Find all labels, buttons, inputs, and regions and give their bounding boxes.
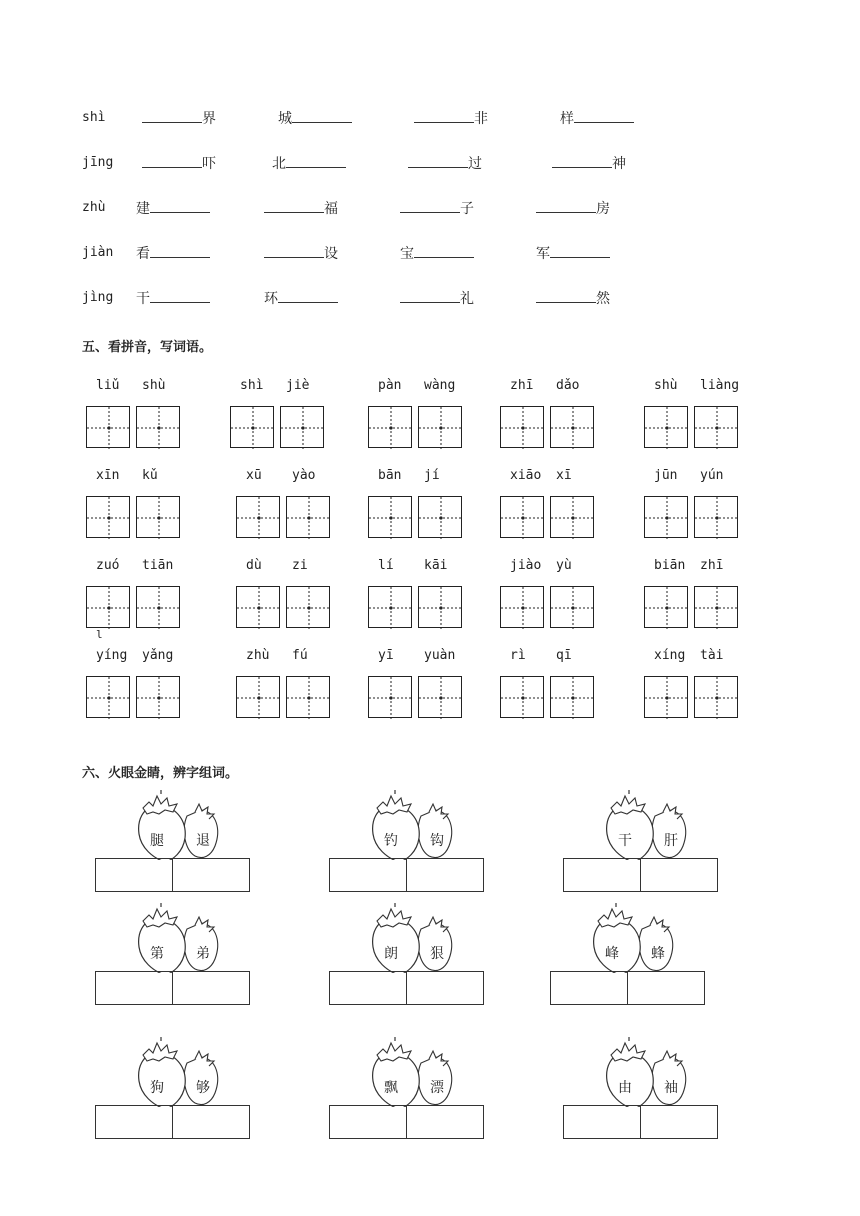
pinyin-word-group	[500, 378, 600, 458]
tianzige-box[interactable]	[694, 676, 738, 718]
word-answer-box[interactable]	[406, 971, 484, 1005]
syllable: lí	[378, 558, 394, 573]
syllable: rì	[510, 648, 526, 663]
strawberry-icon	[359, 903, 459, 973]
strawberry-icon	[580, 903, 680, 973]
word-pinyin	[86, 468, 186, 486]
char-pair-group	[563, 1037, 723, 1147]
word-pinyin	[500, 468, 600, 486]
char-right: 够	[196, 1080, 210, 1096]
word-pinyin	[368, 378, 468, 396]
word-answer-box[interactable]	[95, 858, 173, 892]
char-pair-group	[329, 790, 489, 900]
pinyin-fill-row	[0, 108, 860, 132]
char-left: 峰	[605, 946, 619, 962]
given-char: 北	[272, 156, 286, 172]
row-pinyin: jiàn	[82, 245, 114, 260]
given-char: 城	[278, 111, 292, 127]
word-pinyin	[368, 468, 468, 486]
syllable: zhī	[700, 558, 724, 573]
tianzige-box[interactable]	[368, 586, 412, 628]
fill-item	[272, 153, 346, 173]
given-char: 看	[136, 246, 150, 262]
tianzige-box[interactable]	[550, 586, 594, 628]
pinyin-fill-row	[0, 153, 860, 177]
syllable: yǎng	[142, 648, 174, 663]
syllable: fú	[292, 648, 308, 663]
tianzige-box[interactable]	[500, 586, 544, 628]
syllable: xū	[246, 468, 262, 483]
char-left: 第	[150, 946, 164, 962]
fill-item	[142, 153, 216, 173]
word-pinyin	[644, 648, 744, 666]
given-char: 过	[468, 156, 482, 172]
pinyin-word-group	[236, 648, 336, 728]
word-pinyin	[236, 558, 336, 576]
word-answer-box[interactable]	[406, 858, 484, 892]
char-left: 钓	[384, 833, 398, 849]
fill-item	[400, 243, 474, 263]
tianzige-box[interactable]	[644, 406, 688, 448]
answer-blank[interactable]	[150, 198, 210, 213]
fill-item	[136, 198, 210, 218]
given-char: 样	[560, 111, 574, 127]
word-answer-box[interactable]	[640, 858, 718, 892]
tianzige-box[interactable]	[500, 496, 544, 538]
syllable: zhī	[510, 378, 534, 393]
syllable: xíng	[654, 648, 686, 663]
tianzige-box[interactable]	[286, 676, 330, 718]
word-answer-box[interactable]	[329, 1105, 407, 1139]
strawberry-icon	[359, 790, 459, 860]
fill-item	[136, 288, 210, 308]
syllable: qī	[556, 648, 572, 663]
fill-item	[264, 288, 338, 308]
strawberry-icon	[125, 790, 225, 860]
answer-blank[interactable]	[536, 198, 596, 213]
char-right: 退	[196, 833, 210, 849]
tianzige-box[interactable]	[236, 586, 280, 628]
tianzige-box[interactable]	[286, 586, 330, 628]
word-answer-box[interactable]	[95, 971, 173, 1005]
row-pinyin: shì	[82, 110, 106, 125]
tianzige-box[interactable]	[550, 406, 594, 448]
fill-item	[400, 288, 474, 308]
tianzige-box[interactable]	[418, 406, 462, 448]
tianzige-box[interactable]	[86, 406, 130, 448]
tianzige-box[interactable]	[86, 496, 130, 538]
char-pair-group	[550, 903, 710, 1013]
word-pinyin	[500, 378, 600, 396]
fill-item	[400, 198, 474, 218]
word-pinyin	[368, 558, 468, 576]
pinyin-word-group	[368, 648, 468, 728]
word-answer-box[interactable]	[95, 1105, 173, 1139]
given-char: 吓	[202, 156, 216, 172]
tianzige-box[interactable]	[550, 676, 594, 718]
pinyin-word-group	[236, 468, 336, 548]
given-char: 军	[536, 246, 550, 262]
syllable: bān	[378, 468, 402, 483]
syllable: liǔ	[96, 378, 120, 393]
fill-item	[264, 198, 338, 218]
word-pinyin	[236, 648, 336, 666]
char-pair-group	[95, 1037, 255, 1147]
answer-blank[interactable]	[536, 288, 596, 303]
pinyin-word-group	[86, 468, 186, 548]
word-answer-box[interactable]	[172, 971, 250, 1005]
char-right: 袖	[664, 1080, 678, 1096]
pinyin-word-group	[86, 648, 186, 728]
answer-blank[interactable]	[142, 153, 202, 168]
pinyin-word-group	[644, 558, 744, 638]
syllable: biān	[654, 558, 686, 573]
pinyin-fill-row	[0, 243, 860, 267]
tianzige-box[interactable]	[280, 406, 324, 448]
word-answer-box[interactable]	[563, 858, 641, 892]
syllable: dǎo	[556, 378, 580, 393]
answer-blank[interactable]	[264, 198, 324, 213]
pinyin-word-group	[86, 378, 186, 458]
given-char: 礼	[460, 291, 474, 307]
syllable: zhù	[246, 648, 270, 663]
syllable: pàn	[378, 378, 402, 393]
syllable: jiào	[510, 558, 542, 573]
syllable: yuàn	[424, 648, 456, 663]
answer-blank[interactable]	[574, 108, 634, 123]
tianzige-box[interactable]	[644, 496, 688, 538]
given-char: 设	[324, 246, 338, 262]
answer-blank[interactable]	[286, 153, 346, 168]
row-pinyin: zhù	[82, 200, 106, 215]
answer-blank[interactable]	[264, 243, 324, 258]
word-pinyin	[500, 648, 600, 666]
syllable: tiān	[142, 558, 174, 573]
char-left: 由	[618, 1080, 632, 1096]
fill-item	[414, 108, 488, 128]
given-char: 房	[596, 201, 610, 217]
strawberry-icon	[359, 1037, 459, 1107]
char-left: 飘	[384, 1080, 398, 1096]
given-char: 福	[324, 201, 338, 217]
given-char: 神	[612, 156, 626, 172]
word-answer-box[interactable]	[627, 971, 705, 1005]
section6-title: 六、火眼金睛，辨字组词。	[82, 766, 239, 781]
tianzige-box[interactable]	[694, 406, 738, 448]
syllable: jiè	[286, 378, 310, 393]
stray-mark: l	[96, 628, 103, 641]
answer-blank[interactable]	[292, 108, 352, 123]
tianzige-box[interactable]	[136, 496, 180, 538]
tianzige-box[interactable]	[86, 586, 130, 628]
tianzige-box[interactable]	[136, 586, 180, 628]
word-answer-box[interactable]	[406, 1105, 484, 1139]
tianzige-box[interactable]	[550, 496, 594, 538]
tianzige-box[interactable]	[286, 496, 330, 538]
pinyin-word-group	[86, 558, 186, 638]
answer-blank[interactable]	[150, 243, 210, 258]
answer-blank[interactable]	[414, 243, 474, 258]
given-char: 建	[136, 201, 150, 217]
syllable: yào	[292, 468, 316, 483]
pinyin-word-group	[500, 558, 600, 638]
tianzige-box[interactable]	[368, 676, 412, 718]
answer-blank[interactable]	[400, 288, 460, 303]
strawberry-icon	[593, 790, 693, 860]
syllable: xiāo	[510, 468, 542, 483]
answer-blank[interactable]	[150, 288, 210, 303]
syllable: liàng	[700, 378, 740, 393]
pinyin-word-group	[368, 468, 468, 548]
fill-item	[264, 243, 338, 263]
tianzige-box[interactable]	[136, 676, 180, 718]
char-right: 弟	[196, 946, 210, 962]
given-char: 宝	[400, 246, 414, 262]
word-pinyin	[86, 648, 186, 666]
section5-title: 五、看拼音，写词语。	[82, 340, 213, 355]
syllable: yī	[378, 648, 394, 663]
word-pinyin	[644, 558, 744, 576]
char-left: 干	[618, 833, 632, 849]
fill-item	[136, 243, 210, 263]
fill-item	[278, 108, 352, 128]
tianzige-box[interactable]	[86, 676, 130, 718]
word-answer-box[interactable]	[172, 1105, 250, 1139]
strawberry-icon	[593, 1037, 693, 1107]
fill-item	[536, 288, 610, 308]
char-right: 钩	[430, 833, 444, 849]
answer-blank[interactable]	[552, 153, 612, 168]
strawberry-icon	[125, 1037, 225, 1107]
answer-blank[interactable]	[414, 108, 474, 123]
pinyin-fill-row	[0, 198, 860, 222]
char-pair-group	[563, 790, 723, 900]
fill-item	[536, 198, 610, 218]
pinyin-word-group	[236, 558, 336, 638]
syllable: zi	[292, 558, 308, 573]
given-char: 子	[460, 201, 474, 217]
fill-item	[552, 153, 626, 173]
tianzige-box[interactable]	[236, 676, 280, 718]
char-pair-group	[329, 1037, 489, 1147]
word-pinyin	[86, 378, 186, 396]
fill-item	[408, 153, 482, 173]
char-right: 肝	[664, 833, 678, 849]
syllable: yún	[700, 468, 724, 483]
tianzige-box[interactable]	[418, 676, 462, 718]
pinyin-word-group	[368, 558, 468, 638]
answer-blank[interactable]	[278, 288, 338, 303]
answer-blank[interactable]	[550, 243, 610, 258]
char-left: 狗	[150, 1080, 164, 1096]
tianzige-box[interactable]	[236, 496, 280, 538]
syllable: zuó	[96, 558, 120, 573]
tianzige-box[interactable]	[368, 406, 412, 448]
syllable: xī	[556, 468, 572, 483]
answer-blank[interactable]	[142, 108, 202, 123]
fill-item	[536, 243, 610, 263]
char-pair-group	[95, 790, 255, 900]
pinyin-word-group	[230, 378, 330, 458]
tianzige-box[interactable]	[694, 496, 738, 538]
pinyin-word-group	[644, 468, 744, 548]
given-char: 非	[474, 111, 488, 127]
word-pinyin	[644, 378, 744, 396]
tianzige-box[interactable]	[694, 586, 738, 628]
char-left: 朗	[384, 946, 398, 962]
word-pinyin	[236, 468, 336, 486]
tianzige-box[interactable]	[500, 676, 544, 718]
fill-item	[560, 108, 634, 128]
word-answer-box[interactable]	[172, 858, 250, 892]
syllable: shì	[240, 378, 264, 393]
pinyin-word-group	[644, 378, 744, 458]
given-char: 环	[264, 291, 278, 307]
answer-blank[interactable]	[408, 153, 468, 168]
char-pair-group	[95, 903, 255, 1013]
syllable: yù	[556, 558, 572, 573]
word-pinyin	[230, 378, 330, 396]
word-answer-box[interactable]	[329, 971, 407, 1005]
word-answer-box[interactable]	[329, 858, 407, 892]
word-pinyin	[86, 558, 186, 576]
syllable: xīn	[96, 468, 120, 483]
strawberry-icon	[125, 903, 225, 973]
word-answer-box[interactable]	[563, 1105, 641, 1139]
tianzige-box[interactable]	[368, 496, 412, 538]
tianzige-box[interactable]	[418, 496, 462, 538]
char-left: 腿	[150, 833, 164, 849]
row-pinyin: jīng	[82, 155, 114, 170]
tianzige-box[interactable]	[230, 406, 274, 448]
syllable: kǔ	[142, 468, 158, 483]
pinyin-word-group	[500, 468, 600, 548]
char-pair-group	[329, 903, 489, 1013]
pinyin-fill-row	[0, 288, 860, 312]
tianzige-box[interactable]	[136, 406, 180, 448]
tianzige-box[interactable]	[418, 586, 462, 628]
char-right: 狠	[430, 946, 444, 962]
row-pinyin: jìng	[82, 290, 114, 305]
syllable: yíng	[96, 648, 128, 663]
syllable: jūn	[654, 468, 678, 483]
syllable: shù	[654, 378, 678, 393]
word-pinyin	[644, 468, 744, 486]
syllable: jí	[424, 468, 440, 483]
fill-item	[142, 108, 216, 128]
tianzige-box[interactable]	[644, 676, 688, 718]
pinyin-word-group	[368, 378, 468, 458]
char-right: 蜂	[651, 946, 665, 962]
given-char: 干	[136, 291, 150, 307]
syllable: wàng	[424, 378, 456, 393]
given-char: 然	[596, 291, 610, 307]
pinyin-word-group	[644, 648, 744, 728]
word-pinyin	[368, 648, 468, 666]
word-answer-box[interactable]	[640, 1105, 718, 1139]
tianzige-box[interactable]	[500, 406, 544, 448]
given-char: 界	[202, 111, 216, 127]
syllable: tài	[700, 648, 724, 663]
word-pinyin	[500, 558, 600, 576]
syllable: kāi	[424, 558, 448, 573]
tianzige-box[interactable]	[644, 586, 688, 628]
word-answer-box[interactable]	[550, 971, 628, 1005]
pinyin-word-group	[500, 648, 600, 728]
char-right: 漂	[430, 1080, 444, 1096]
syllable: dù	[246, 558, 262, 573]
answer-blank[interactable]	[400, 198, 460, 213]
syllable: shù	[142, 378, 166, 393]
